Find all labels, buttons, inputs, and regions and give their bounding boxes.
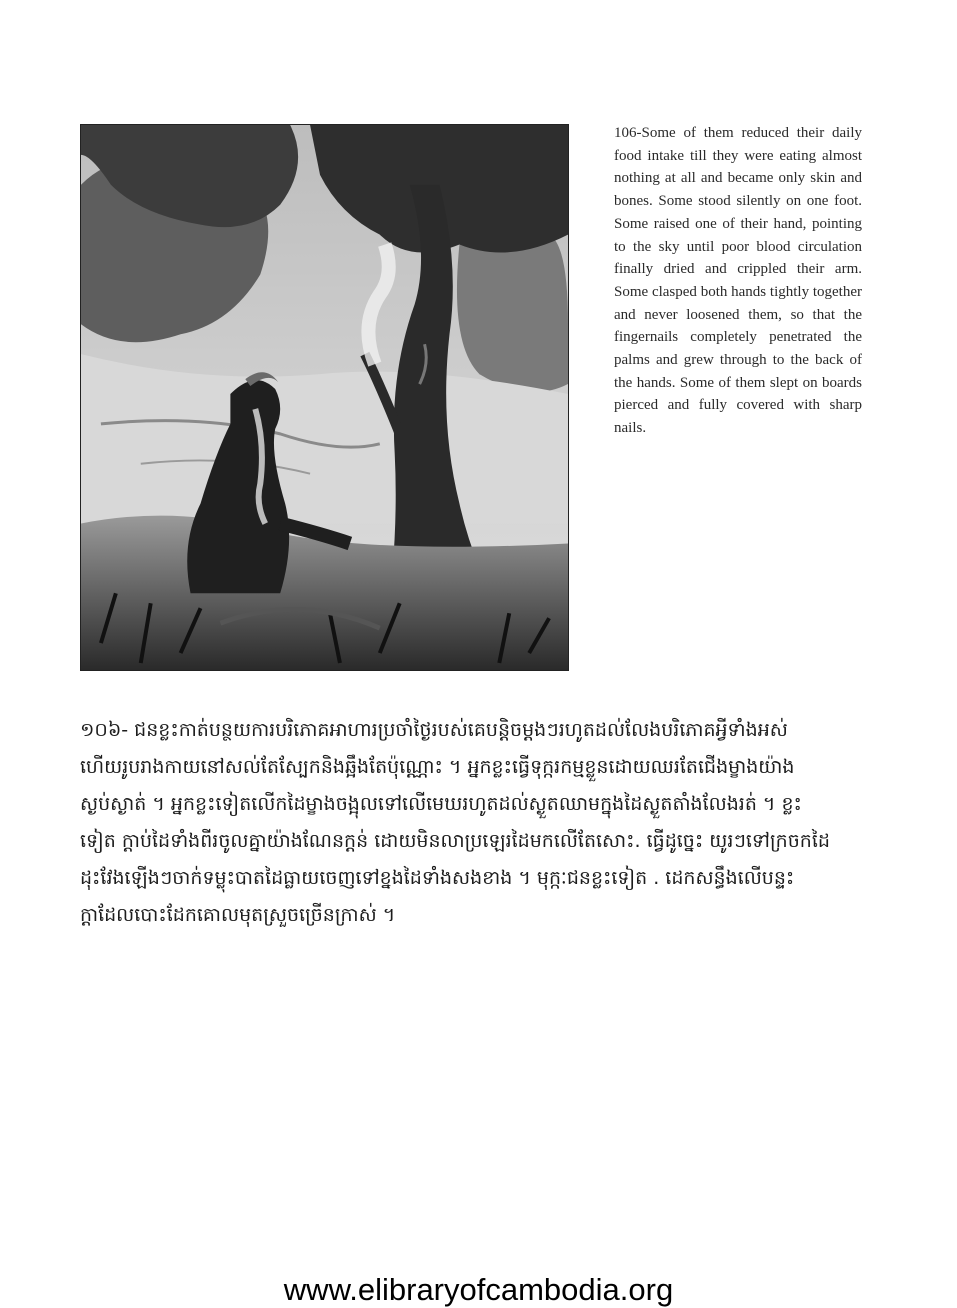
english-caption: 106-Some of them reduced their daily food intake till they were eating almost nothing at all and became only skin and bones. Some stood silently on one foot. Some raised one of their hand, pointing to the sky until poor blood circulation finally dried and crippled their arm. Some clasped both hands tightly together and never loosened them, so that the fingernails completely penetrated the palms and grew through to the back of the hands. Some of them slept on boards pierced and fully covered with sharp nails. xyxy=(614,125,862,437)
khmer-line: ក្តាដែលបោះដែកគោលមុតស្រួចច្រើនក្រាស់ ។ xyxy=(80,904,396,926)
khmer-paragraph xyxy=(80,712,866,934)
khmer-line: ស្ងប់ស្ងាត់ ។ អ្នកខ្លះទៀតលើកដៃម្ខាងចង្អុលទៅលើមេឃរហូតដល់ស្ងួតឈាមក្នុងដៃស្ងួតតាំងលែងរត់ ។ ខ្លះ xyxy=(80,793,802,815)
footer-website-url: www.elibraryofcambodia.org xyxy=(283,1272,674,1307)
khmer-line: ដុះវែងឡើងៗចាក់ទម្លុះបាតដៃធ្លាយចេញទៅខ្នងដៃទាំងសងខាង ។ មុក្កៈជនខ្លះទៀត . ដេកសន្ធឹងលើបន្ទះ xyxy=(80,867,795,889)
hermit-under-tree-icon xyxy=(81,125,568,670)
khmer-line: ហើយរូបរាងកាយនៅសល់តែស្បែកនិងឆ្អឹងតែប៉ុណ្ណោះ ។ អ្នកខ្លះធ្វើទុក្ករកម្មខ្លួនដោយឈរតែជើងម្ខាងយ៉ាង xyxy=(80,756,795,778)
hermit-illustration xyxy=(80,124,569,671)
khmer-line: ទៀត ក្តាប់ដៃទាំងពីរចូលគ្នាយ៉ាងណែនក្តន់ ដោយមិនលាប្រឡេរដៃមកលើតែសោះ. ធ្វើដូច្នេះ យូរៗទៅក្រចកដៃ xyxy=(80,830,830,852)
khmer-line: ១០៦- ជនខ្លះកាត់បន្ថយការបរិភោគអាហារប្រចាំថ្ងៃរបស់គេបន្តិចម្តងៗរហូតដល់លែងបរិភោគអ្វីទាំងអស់ xyxy=(80,719,788,741)
